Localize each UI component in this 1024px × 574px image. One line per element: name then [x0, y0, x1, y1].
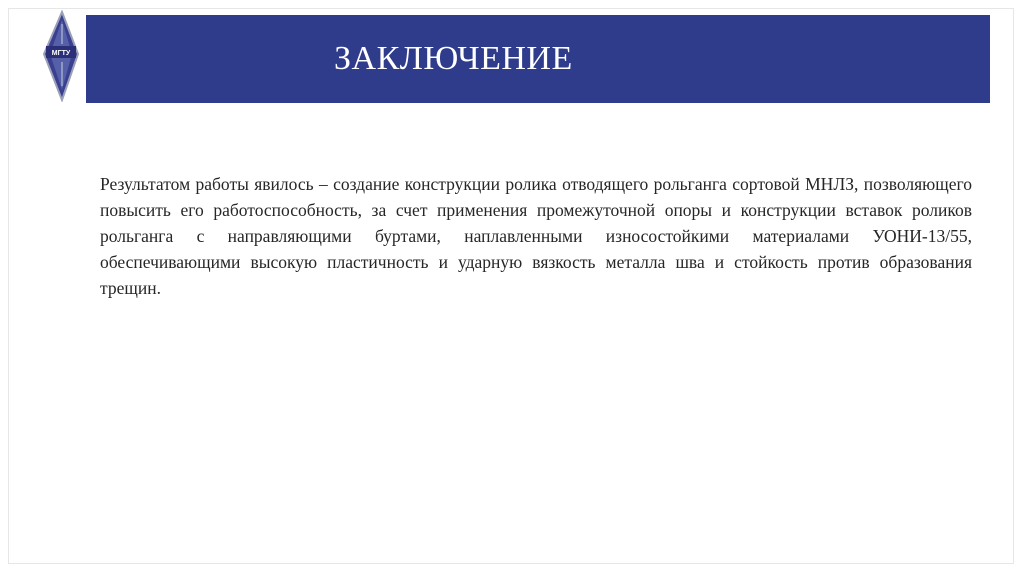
header-band	[86, 15, 990, 103]
page-title: ЗАКЛЮЧЕНИЕ	[334, 40, 573, 77]
conclusion-paragraph: Результатом работы явилось – создание конструкции ролика отводящего рольганга сортовой МНЛЗ, позволяющего повысить его работоспособность, за счет применения промежуточной опоры и конструкции вставок роликов рольганга с направляющими буртами, наплавленными износостойкими материалами УОНИ-13/55, обеспечивающими высокую пластичность и ударную вязкость металла шва и стойкость против образования трещин.	[100, 174, 972, 298]
university-emblem-icon	[40, 10, 80, 102]
svg-text:МГТУ: МГТУ	[51, 50, 71, 57]
